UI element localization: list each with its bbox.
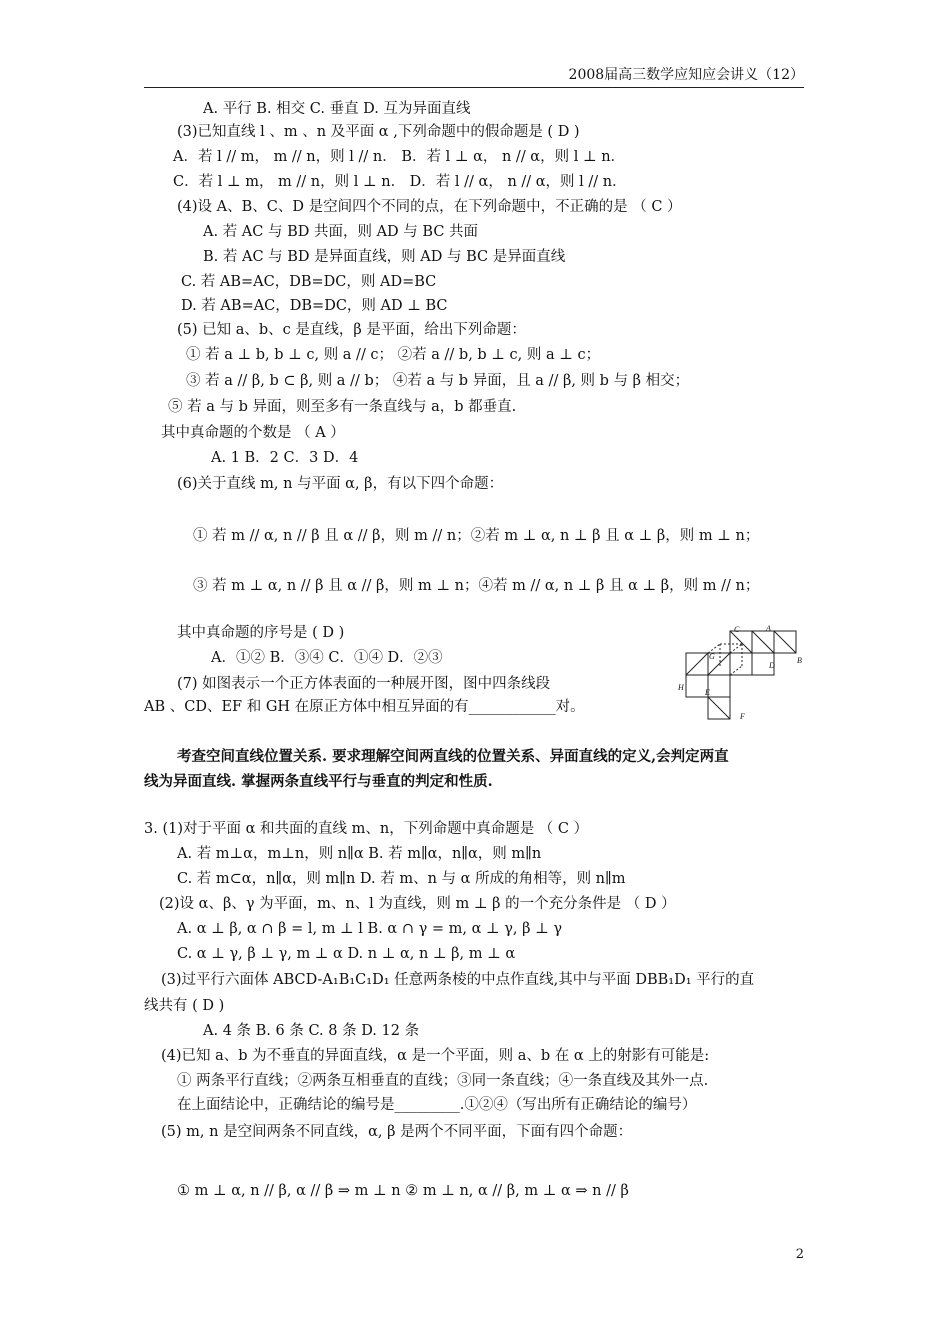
summary-line-2: 线为异面直线. 掌握两条直线平行与垂直的判定和性质. bbox=[144, 773, 493, 790]
q4-option-a: A. 若 AC 与 BD 共面，则 AD 与 BC 共面 bbox=[203, 224, 479, 240]
s3-q2-stem: (2)设 α、β、γ 为平面，m、n、l 为直线，则 m ⊥ β 的一个充分条件是 （ D ） bbox=[159, 896, 676, 912]
s3-q3-stem-2: 线共有 ( D ) bbox=[144, 998, 225, 1014]
label-f: F bbox=[740, 712, 745, 721]
s3-q2-options-ab: A. α ⊥ β, α ∩ β = l, m ⊥ l B. α ∩ γ = m, α ⊥ γ, β ⊥ γ bbox=[177, 921, 563, 937]
q6-stem: (6)关于直线 m, n 与平面 α, β，有以下四个命题： bbox=[177, 476, 504, 492]
q6-options: A．①② B．③④ C．①④ D．②③ bbox=[211, 650, 443, 666]
q6-question: 其中真命题的序号是 ( D ) bbox=[177, 625, 345, 641]
q4-stem: (4)设 A、B、C、D 是空间四个不同的点，在下列命题中，不正确的是 （ C ） bbox=[177, 199, 682, 215]
s3-q1-options-cd: C. 若 m⊂α，n∥α，则 m∥n D. 若 m、n 与 α 所成的角相等，则 n∥m bbox=[177, 871, 626, 887]
summary-line-1: 考查空间直线位置关系. 要求理解空间两直线的位置关系、异面直线的定义,会判定两直 bbox=[177, 748, 729, 765]
q2-options: A. 平行 B. 相交 C. 垂直 D. 互为异面直线 bbox=[203, 101, 471, 117]
s3-q5-props-12: ① m ⊥ α, n // β, α // β ⇒ m ⊥ n ② m ⊥ n, α // β, m ⊥ α ⇒ n // β bbox=[177, 1183, 629, 1199]
q3-stem: (3)已知直线 l 、m 、n 及平面 α ,下列命题中的假命题是 ( D ) bbox=[177, 124, 580, 140]
page-header: 2008届高三数学应知应会讲义（12） bbox=[144, 64, 804, 88]
s3-q1-options-ab: A. 若 m⊥α，m⊥n，则 n∥α B. 若 m∥α，n∥α，则 m∥n bbox=[177, 846, 542, 862]
s3-q3-stem-1: (3)过平行六面体 ABCD-A₁B₁C₁D₁ 任意两条棱的中点作直线,其中与平面 DBB₁D₁ 平行的直 bbox=[161, 972, 755, 988]
s3-q4-answer: 在上面结论中，正确结论的编号是_________.①②④（写出所有正确结论的编号） bbox=[177, 1097, 697, 1113]
cube-net-figure bbox=[678, 622, 804, 722]
q4-option-b: B. 若 AC 与 BD 是异面直线，则 AD 与 BC 是异面直线 bbox=[203, 249, 566, 265]
q3-options-cd: C．若 l ⊥ m， m // n，则 l ⊥ n． D．若 l // α， n // α，则 l // n． bbox=[173, 174, 627, 190]
q3-options-ab: A．若 l // m， m // n，则 l // n． B．若 l ⊥ α， n // α，则 l ⊥ n． bbox=[173, 149, 626, 165]
s3-q2-options-cd: C. α ⊥ γ, β ⊥ γ, m ⊥ α D. n ⊥ α, n ⊥ β, m ⊥ α bbox=[177, 946, 516, 962]
label-d: D bbox=[769, 661, 775, 670]
label-e: E bbox=[705, 688, 710, 697]
label-h: H bbox=[678, 683, 684, 692]
page-number: 2 bbox=[795, 1247, 804, 1262]
q6-props-12: ① 若 m // α, n // β 且 α // β，则 m // n；②若 m ⊥ α, n ⊥ β 且 α ⊥ β，则 m ⊥ n； bbox=[193, 528, 760, 544]
q5-question: 其中真命题的个数是 （ A ） bbox=[161, 425, 345, 441]
label-b: B bbox=[797, 656, 802, 665]
label-c: C bbox=[734, 625, 740, 634]
q5-props-34: ③ 若 a // β, b ⊂ β, 则 a // b； ④若 a 与 b 异面，且 a // β, 则 b 与 β 相交； bbox=[186, 373, 690, 389]
q5-stem: (5) 已知 a、b、c 是直线，β 是平面，给出下列命题： bbox=[177, 322, 526, 338]
label-a: A bbox=[766, 624, 771, 633]
label-g: G bbox=[709, 652, 715, 661]
q7-stem-2: AB 、CD、EF 和 GH 在原正方体中相互异面的有____________对。 bbox=[144, 699, 585, 715]
s3-q4-stem: (4)已知 a、b 为不垂直的异面直线，α 是一个平面，则 a、b 在 α 上的射影有可能是: bbox=[161, 1048, 710, 1064]
q4-option-c: C. 若 AB=AC，DB=DC，则 AD=BC bbox=[181, 274, 437, 290]
s3-q4-items: ① 两条平行直线；②两条互相垂直的直线；③同一条直线；④一条直线及其外一点. bbox=[177, 1073, 709, 1089]
s3-q1-stem: 3. (1)对于平面 α 和共面的直线 m、n，下列命题中真命题是 （ C ） bbox=[144, 821, 589, 837]
s3-q3-options: A. 4 条 B. 6 条 C. 8 条 D. 12 条 bbox=[203, 1023, 420, 1039]
q6-props-34: ③ 若 m ⊥ α, n // β 且 α // β，则 m ⊥ n；④若 m // α, n ⊥ β 且 α ⊥ β，则 m // n； bbox=[193, 578, 760, 594]
q5-prop-5: ⑤ 若 a 与 b 异面，则至多有一条直线与 a，b 都垂直. bbox=[168, 399, 517, 415]
q5-props-12: ① 若 a ⊥ b, b ⊥ c, 则 a // c； ②若 a // b, b ⊥ c, 则 a ⊥ c； bbox=[186, 347, 601, 363]
q4-option-d: D. 若 AB=AC，DB=DC，则 AD ⊥ BC bbox=[181, 298, 448, 314]
q5-options: A. 1 B．2 C．3 D．4 bbox=[211, 450, 359, 466]
s3-q5-stem: (5) m, n 是空间两条不同直线，α, β 是两个不同平面，下面有四个命题： bbox=[161, 1124, 633, 1140]
q7-stem-1: (7) 如图表示一个正方体表面的一种展开图，图中四条线段 bbox=[177, 676, 551, 692]
